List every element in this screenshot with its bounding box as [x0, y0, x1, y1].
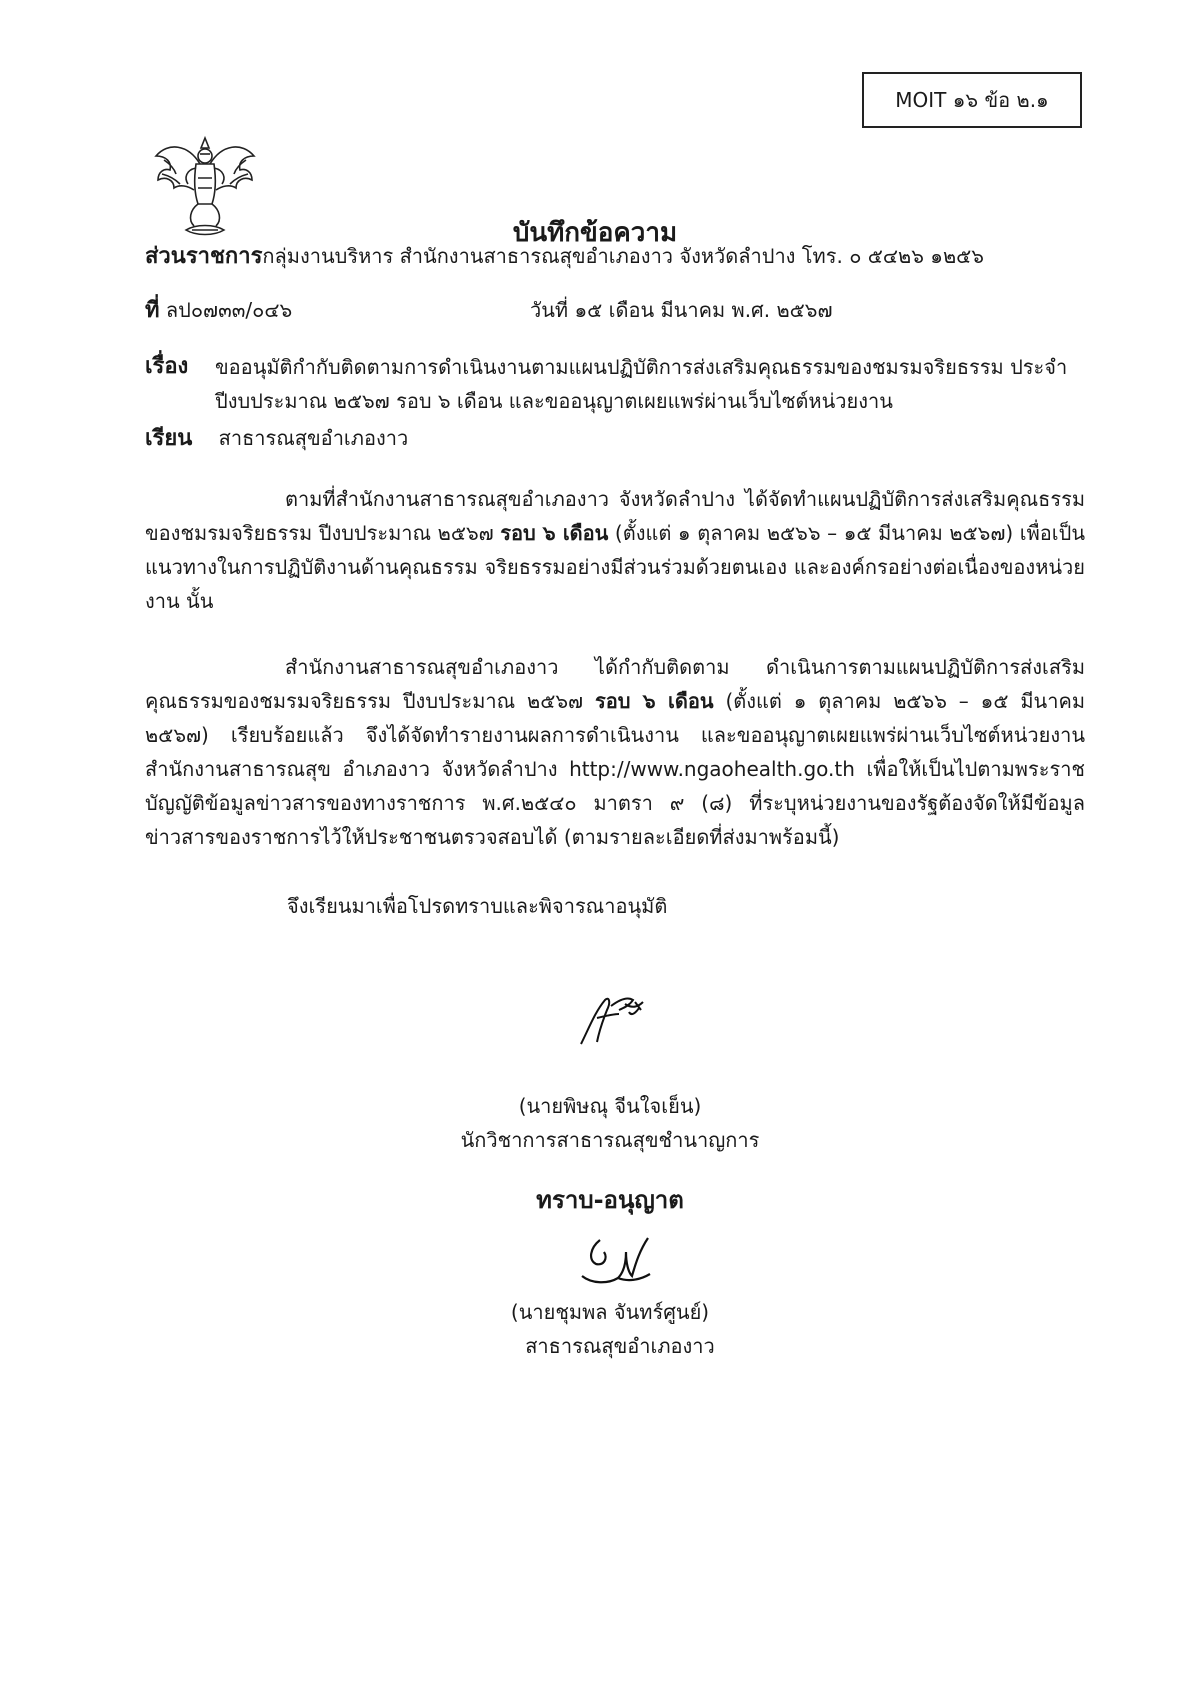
approver-name: (นายชุมพล จันทร์ศูนย์) — [510, 1300, 710, 1324]
reference-line — [145, 294, 292, 327]
document-title: บันทึกข้อความ — [512, 218, 678, 248]
paragraph-1-bold: รอบ ๖ เดือน — [500, 521, 609, 545]
approver-position: สาธารณสุขอำเภองาว — [525, 1334, 715, 1358]
document-code-box: MOIT ๑๖ ข้อ ๒.๑ — [862, 72, 1082, 128]
paragraph-2-text-b: (ตั้งแต่ ๑ ตุลาคม ๒๕๖๖ – ๑๕ มีนาคม ๒๕๖๗) เรียบร้อยแล้ว จึงได้จัดทำรายงานผลการดำเนินงาน และขออนุญาตเผยแพร่ผ่านเว็บไซต์หน่วยงาน สำนักงานสาธารณสุข อำเภองาว จังหวัดลำปาง http://www.ngaohealth.go.th เพื่อให้เป็นไปตามพระราชบัญญัติข้อมูลข่าวสารของทางราชการ พ.ศ.๒๕๔๐ มาตรา ๙ (๘) ที่ระบุหน่วยงานของรัฐต้องจัดให้มีข้อมูลข่าวสารของราชการไว้ให้ประชาชนตรวจสอบได้ (ตามรายละเอียดที่ส่งมาพร้อมนี้) — [145, 689, 1086, 849]
agency-line — [145, 240, 984, 273]
subject-label: เรื่อง — [145, 354, 189, 379]
agency-value: กลุ่มงานบริหาร สำนักงานสาธารณสุขอำเภองาว จังหวัดลำปาง โทร. ๐ ๕๔๒๖ ๑๒๕๖ — [262, 244, 984, 268]
paragraph-1-text-b: (ตั้งแต่ ๑ ตุลาคม ๒๕๖๖ – ๑๕ มีนาคม ๒๕๖๗) เพื่อเป็นแนวทางในการปฏิบัติงานด้านคุณธรรม จริยธรรมอย่างมีส่วนร่วมด้วยตนเอง และองค์กรอย่างต่อเนื่องของหน่วยงาน นั้น — [145, 521, 1086, 613]
signature-image-1 — [575, 988, 655, 1050]
subject-text: ขออนุมัติกำกับติดตามการดำเนินงานตามแผนปฏิบัติการส่งเสริมคุณธรรมของชมรมจริยธรรม ประจำปีงบประมาณ ๒๕๖๗ รอบ ๖ เดือน และขออนุญาตเผยแพร่ผ่านเว็บไซต์หน่วยงาน — [215, 355, 1068, 413]
closing-line: จึงเรียนมาเพื่อโปรดทราบและพิจารณาอนุมัติ — [287, 894, 668, 918]
date-line: วันที่ ๑๕ เดือน มีนาคม พ.ศ. ๒๕๖๗ — [530, 298, 833, 322]
body-paragraph-1 — [145, 482, 1085, 618]
paragraph-2-bold: รอบ ๖ เดือน — [594, 689, 714, 713]
paragraph-1-text-a: ตามที่สำนักงานสาธารณสุขอำเภองาว จังหวัดลำปาง ได้จัดทำแผนปฏิบัติการส่งเสริมคุณธรรมของชมรมจริยธรรม ปีงบประมาณ ๒๕๖๗ — [145, 487, 1085, 545]
body-paragraph-2 — [145, 650, 1085, 854]
reference-label: ที่ — [145, 298, 160, 323]
paragraph-2-text-a: สำนักงานสาธารณสุขอำเภองาว ได้กำกับติดตาม ดำเนินการตามแผนปฏิบัติการส่งเสริมคุณธรรมของชมรมจริยธรรม ปีงบประมาณ ๒๕๖๗ — [145, 655, 1085, 713]
reference-number: ลป๐๗๓๓/๐๔๖ — [165, 298, 293, 322]
recipient-value: สาธารณสุขอำเภองาว — [218, 426, 409, 450]
signature-image-2 — [578, 1232, 658, 1292]
agency-label: ส่วนราชการ — [145, 244, 263, 269]
signer-1-position: นักวิชาการสาธารณสุขชำนาญการ — [460, 1128, 760, 1152]
recipient-label: เรียน — [145, 426, 193, 451]
approval-heading: ทราบ-อนุญาต — [536, 1186, 684, 1214]
recipient-line — [145, 422, 408, 455]
signer-1-name: (นายพิษณุ จีนใจเย็น) — [518, 1094, 702, 1118]
